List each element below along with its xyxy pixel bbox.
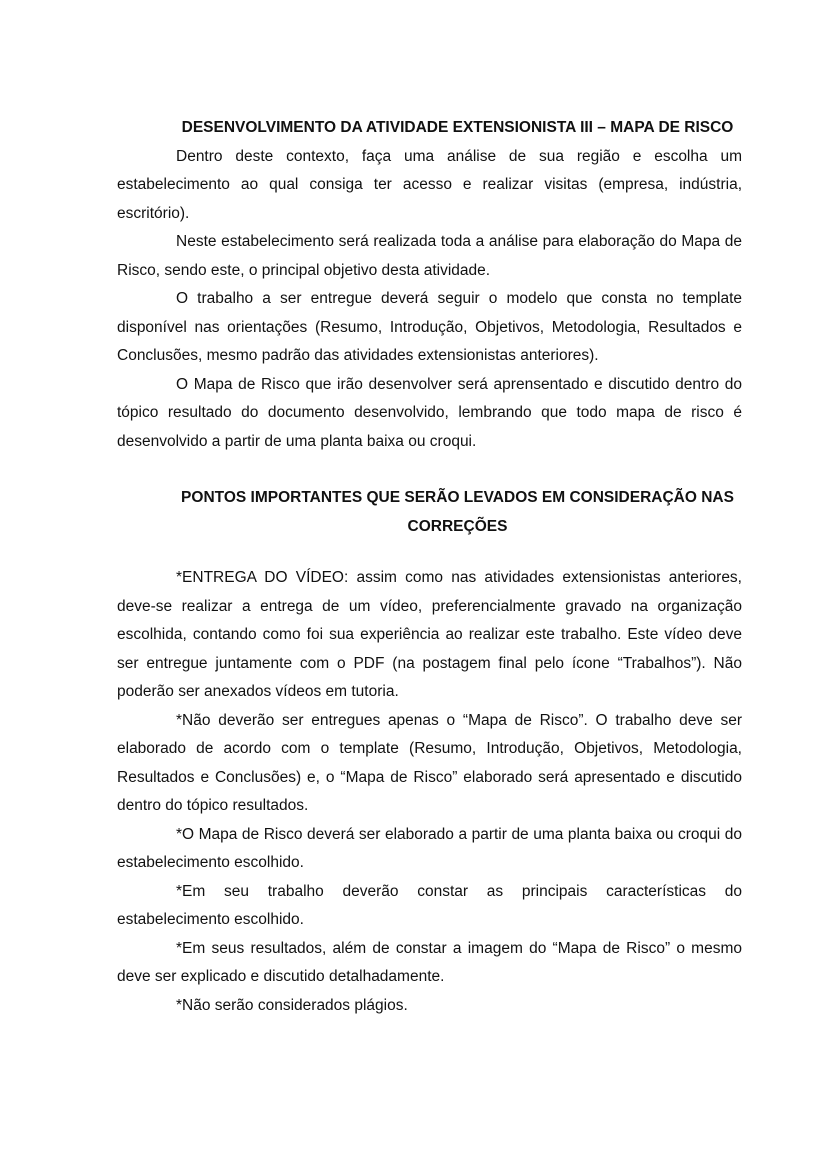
paragraph-establishment: Neste estabelecimento será realizada toda a análise para elaboração do Mapa de Risco, sendo este, o principal objetivo desta atividade. (117, 233, 742, 279)
paragraph-floor-plan: *O Mapa de Risco deverá ser elaborado a partir de uma planta baixa ou croqui do estabelecimento escolhido. (117, 825, 742, 871)
document-body (117, 114, 742, 1020)
paragraph-context: Dentro deste contexto, faça uma análise de sua região e escolha um estabelecimento ao qual consiga ter acesso e realizar visitas (empresa, indústria, escritório). (117, 147, 742, 222)
paragraph-video-delivery: *ENTREGA DO VÍDEO: assim como nas atividades extensionistas anteriores, deve-se realizar a entrega de um vídeo, preferencialmente gravado na organização escolhida, contando como foi sua experiência ao realizar este trabalho. Este vídeo deve ser entregue juntamente com o PDF (na postagem final pelo ícone “Trabalhos”). Não poderão ser anexados vídeos em tutoria. (117, 569, 742, 700)
paragraph-plagiarism: *Não serão considerados plágios. (176, 996, 408, 1014)
paragraph-risk-map: O Mapa de Risco que irão desenvolver será aprensentado e discutido dentro do tópico resultado do documento desenvolvido, lembrando que todo mapa de risco é desenvolvido a partir de uma planta baixa ou croqui. (117, 375, 742, 450)
section-spacer (117, 456, 742, 484)
paragraph-characteristics: *Em seu trabalho deverão constar as principais características do estabelecimento escolhido. (117, 882, 742, 928)
paragraph-results-explained: *Em seus resultados, além de constar a imagem do “Mapa de Risco” o mesmo deve ser explicado e discutido detalhadamente. (117, 939, 742, 985)
heading-spacer (117, 541, 742, 564)
section-heading-important-points: PONTOS IMPORTANTES QUE SERÃO LEVADOS EM CONSIDERAÇÃO NAS CORREÇÕES (181, 489, 734, 535)
section-heading-activity: DESENVOLVIMENTO DA ATIVIDADE EXTENSIONISTA III – MAPA DE RISCO (181, 119, 734, 136)
paragraph-not-only-map: *Não deverão ser entregues apenas o “Mapa de Risco”. O trabalho deve ser elaborado de acordo com o template (Resumo, Introdução, Objetivos, Metodologia, Resultados e Conclusões) e, o “Mapa de Risco” elaborado será apresentado e discutido dentro do tópico resultados. (117, 711, 742, 814)
paragraph-template: O trabalho a ser entregue deverá seguir o modelo que consta no template disponível nas orientações (Resumo, Introdução, Objetivos, Metodologia, Resultados e Conclusões, mesmo padrão das atividades extensionistas anteriores). (117, 290, 742, 364)
